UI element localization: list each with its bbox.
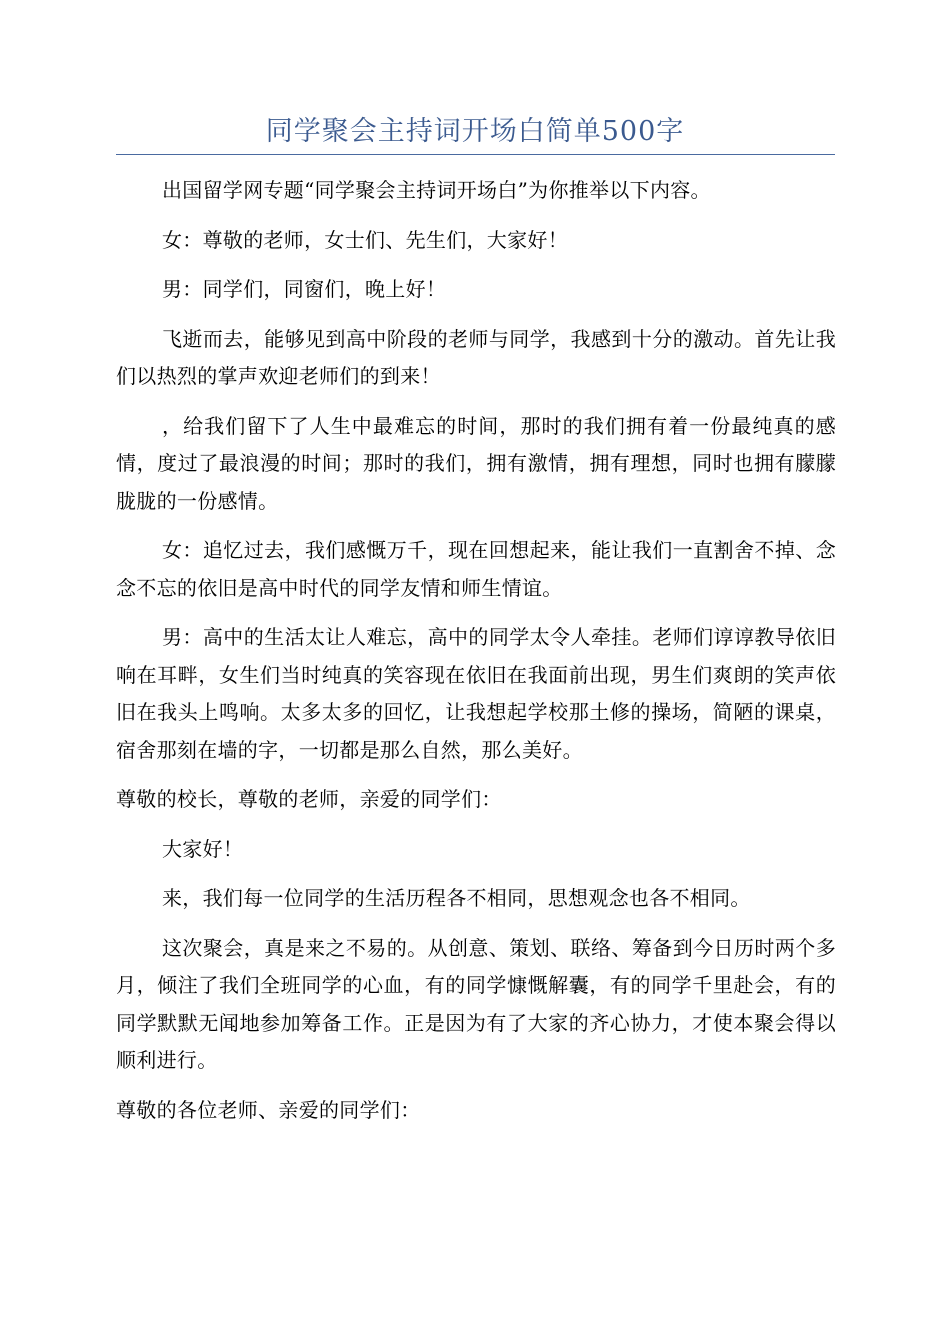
paragraph-male-recall: 男：高中的生活太让人难忘，高中的同学太令人牵挂。老师们谆谆教导依旧响在耳畔，女生们当时纯真的笑容现在依旧在我面前出现，男生们爽朗的笑声依旧在我头上鸣响。太多太多的回忆，让我想起学校那土修的操场，简陋的课桌，宿舍那刻在墙的字，一切都是那么自然，那么美好。 (116, 625, 836, 762)
document-title: 同学聚会主持词开场白简单500字 (265, 116, 685, 147)
paragraph-female-greeting: 女：尊敬的老师，女士们、先生们，大家好！ (162, 227, 568, 252)
document-body (116, 172, 836, 1141)
paragraph-welcome: 飞逝而去，能够见到高中阶段的老师与同学，我感到十分的激动。首先让我们以热烈的掌声欢迎老师们的到来！ (116, 326, 836, 388)
paragraph-memories: ，给我们留下了人生中最难忘的时间，那时的我们拥有着一份最纯真的感情，度过了最浪漫的时间；那时的我们，拥有激情，拥有理想，同时也拥有朦朦胧胧的一份感情。 (116, 413, 836, 513)
paragraph-preparation: 这次聚会，真是来之不易的。从创意、策划、联络、筹备到今日历时两个多月，倾注了我们全班同学的心血，有的同学慷慨解囊，有的同学千里赴会，有的同学默默无闻地参加筹备工作。正是因为有了大家的齐心协力，才使本聚会得以顺利进行。 (116, 935, 836, 1072)
paragraph-intro: 出国留学网专题“同学聚会主持词开场白”为你推举以下内容。 (162, 178, 711, 202)
title-underline (116, 154, 835, 155)
paragraph-female-recall: 女：追忆过去，我们感慨万千，现在回想起来，能让我们一直割舍不掉、念念不忘的依旧是高中时代的同学友情和师生情谊。 (116, 538, 836, 600)
paragraph-salutation-1: 尊敬的校长，尊敬的老师，亲爱的同学们： (116, 787, 502, 811)
paragraph-male-greeting: 男：同学们，同窗们，晚上好！ (162, 277, 447, 301)
paragraph-salutation-2: 尊敬的各位老师、亲爱的同学们： (116, 1097, 421, 1122)
paragraph-hello: 大家好！ (162, 836, 244, 861)
paragraph-different-paths: 来，我们每一位同学的生活历程各不相同，思想观念也各不相同。 (162, 886, 751, 910)
